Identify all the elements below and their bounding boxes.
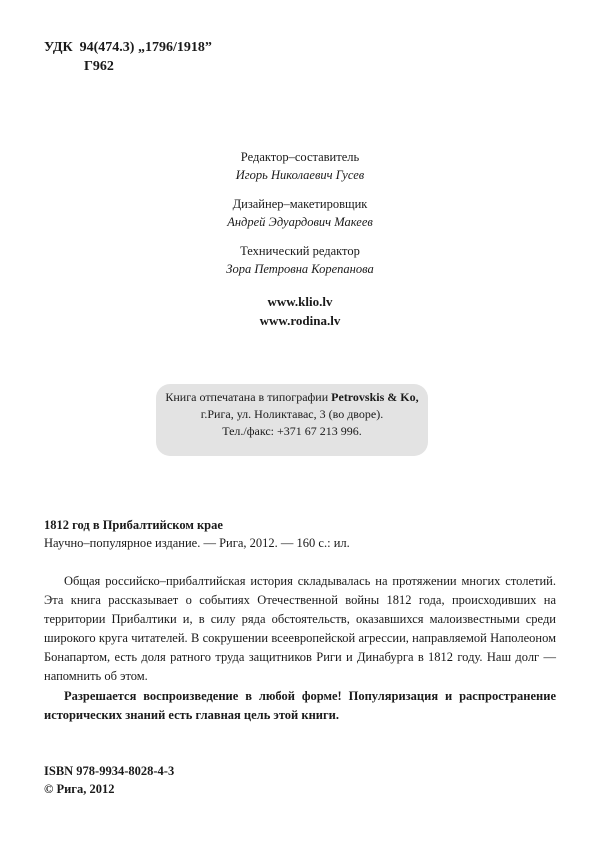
credits-block	[0, 148, 600, 289]
isbn-block	[44, 762, 174, 798]
printing-phone: Тел./факс: +371 67 213 996.	[222, 424, 362, 438]
printing-line-1	[156, 389, 428, 406]
udk-code: УДК 94(474.3) „1796/1918”	[44, 40, 212, 55]
credit-role: Дизайнер–макетировщик	[232, 197, 368, 211]
abstract-paragraph: Общая российско–прибалтийская история складывалась на протяжении многих столетий. Эта книга рассказывает о событиях Отечественной войны 1812 года, происходивших на территории Прибалтики и, в силу ряда обстоятельств, оказавшихся малоизвестными среди широкого круга читателей. В сокрушении всеевропейской агрессии, направляемой Наполеоном Бонапартом, есть доля ратного труда защитников Риги и Динабурга в 1812 году. Наш долг — напомнить об этом.	[44, 574, 556, 683]
link-rodina[interactable]: www.rodina.lv	[259, 313, 341, 328]
printing-address: г.Рига, ул. Ноликтавас, 3 (во дворе).	[200, 407, 384, 421]
reproduction-notice: Разрешается воспроизведение в любой форме! Популяризация и распространение исторических знаний есть главная цель этой книги.	[44, 689, 556, 722]
printing-prefix: Книга отпечатана в типографии	[165, 390, 332, 404]
credit-tech-editor	[0, 242, 600, 278]
credit-name: Зора Петровна Корепанова	[226, 262, 374, 276]
book-info	[44, 516, 350, 552]
credit-designer	[0, 195, 600, 231]
credit-role: Технический редактор	[240, 244, 360, 258]
credit-name: Андрей Эдуардович Макеев	[227, 215, 373, 229]
website-links	[0, 292, 600, 330]
author-mark: Г962	[84, 59, 114, 74]
credit-editor	[0, 148, 600, 184]
printing-info-box	[156, 384, 428, 456]
isbn-number: ISBN 978-9934-8028-4-3	[44, 764, 175, 778]
credit-name: Игорь Николаевич Гусев	[235, 168, 365, 182]
book-imprint: Научно–популярное издание. — Рига, 2012. — 160 с.: ил.	[44, 536, 350, 550]
book-title: 1812 год в Прибалтийском крае	[44, 518, 223, 532]
classification-block	[44, 38, 212, 76]
copyright-line: © Рига, 2012	[44, 782, 115, 796]
link-klio[interactable]: www.klio.lv	[267, 294, 333, 309]
printer-name: Petrovskis & Ko,	[331, 390, 419, 404]
credit-role: Редактор–составитель	[240, 150, 360, 164]
